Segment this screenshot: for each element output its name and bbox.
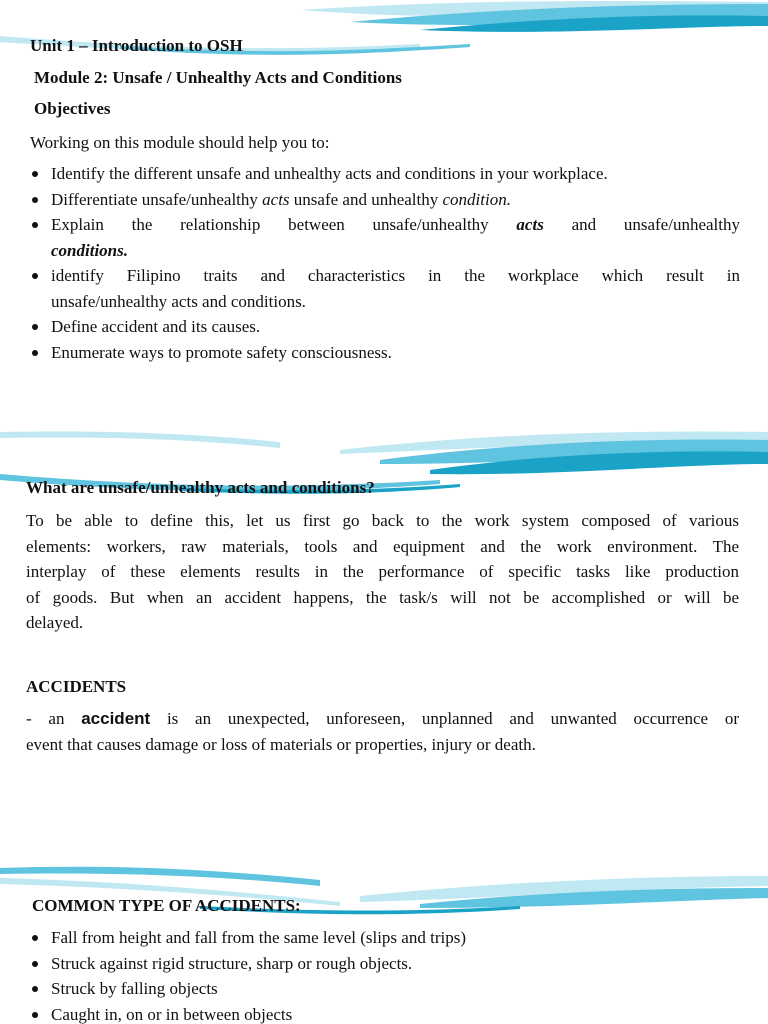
list-item: Struck by falling objects <box>29 976 740 1002</box>
accident-types-list <box>29 925 740 1024</box>
bullet-icon <box>32 324 38 330</box>
bullet-icon <box>32 986 38 992</box>
objectives-intro: Working on this module should help you to: <box>30 133 330 152</box>
bullet-icon <box>32 1012 38 1018</box>
objectives-heading: Objectives <box>34 99 111 118</box>
slide-objectives <box>0 0 768 420</box>
bullet-icon <box>32 935 38 941</box>
section-heading: COMMON TYPE OF ACCIDENTS: <box>32 896 301 915</box>
accident-definition: - an accident is an unexpected, unforeseen, unplanned and unwanted occurrence or event that causes damage or loss of materials or properties, injury or death. <box>26 709 739 754</box>
bullet-icon <box>32 273 38 279</box>
slide-accident-types <box>0 862 768 1024</box>
list-item: Caught in, on or in between objects <box>29 1002 740 1024</box>
bullet-icon <box>32 222 38 228</box>
list-item: Explain the relationship between unsafe/unhealthy acts and unsafe/unhealthy conditions. <box>29 212 740 263</box>
list-item: Differentiate unsafe/unhealthy acts unsafe and unhealthy condition. <box>29 187 740 213</box>
bullet-icon <box>32 197 38 203</box>
list-item: Define accident and its causes. <box>29 314 740 340</box>
bullet-icon <box>32 961 38 967</box>
list-item: Struck against rigid structure, sharp or rough objects. <box>29 951 740 977</box>
section-heading: What are unsafe/unhealthy acts and conditions? <box>26 478 375 497</box>
slide-acts-conditions <box>0 430 768 840</box>
list-item: Identify the different unsafe and unhealthy acts and conditions in your workplace. <box>29 161 740 187</box>
bullet-icon <box>32 171 38 177</box>
bullet-icon <box>32 350 38 356</box>
list-item: Enumerate ways to promote safety consciousness. <box>29 340 740 366</box>
module-title: Module 2: Unsafe / Unhealthy Acts and Conditions <box>34 68 402 87</box>
list-item: Fall from height and fall from the same level (slips and trips) <box>29 925 740 951</box>
accidents-heading: ACCIDENTS <box>26 677 127 696</box>
objectives-list <box>29 161 740 365</box>
work-system-paragraph: To be able to define this, let us first go back to the work system composed of various elements: workers, raw materials, tools and equipment and the work environment. The interplay of these elements results in the performance of specific tasks like production of goods. But when an accident happens, the task/s will not be accomplished or will be delayed. <box>26 511 739 632</box>
list-item: identify Filipino traits and characteristics in the workplace which result in unsafe/unhealthy acts and conditions. <box>29 263 740 314</box>
unit-title: Unit 1 – Introduction to OSH <box>30 36 243 55</box>
